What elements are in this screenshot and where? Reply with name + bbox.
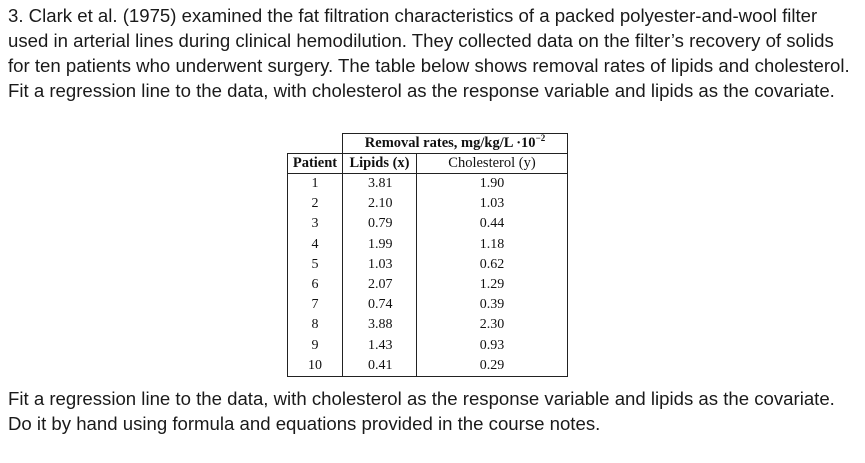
table-row [288,255,568,275]
table-row [288,295,568,315]
cell-patient: 10 [288,356,343,377]
group-header-label: Removal rates, mg/kg/L ·10 [364,135,536,151]
cell-lipids: 1.03 [343,255,417,275]
cell-patient: 9 [288,336,343,356]
cell-lipids: 0.79 [343,214,417,234]
cell-cholesterol: 1.18 [417,235,568,255]
cell-patient: 4 [288,235,343,255]
cell-cholesterol: 0.39 [417,295,568,315]
table-row [288,235,568,255]
cell-patient: 6 [288,275,343,295]
table-row [288,275,568,295]
cell-patient: 2 [288,194,343,214]
cell-lipids: 3.88 [343,315,417,335]
cell-lipids: 1.99 [343,235,417,255]
table-group-header-row [288,134,568,154]
cell-patient: 7 [288,295,343,315]
table-group-header [343,134,568,154]
group-header-exponent: −2 [535,133,546,144]
table-row [288,174,568,195]
cell-patient: 1 [288,174,343,195]
table-column-header-row [288,154,568,174]
cell-cholesterol: 0.44 [417,214,568,234]
column-header-patient: Patient [288,154,343,174]
cell-lipids: 1.43 [343,336,417,356]
question-text: 3. Clark et al. (1975) examined the fat filtration characteristics of a packed polyester-and-wool filter used in arterial lines during clinical hemodilution. They collected data on the filter’s recovery of solids for ten patients who underwent surgery. The table below shows removal rates of lipids and cholesterol. Fit a regression line to the data, with cholesterol as the response variable and lipids as the covariate. [8,5,850,101]
cell-cholesterol: 1.90 [417,174,568,195]
table-row [288,315,568,335]
cell-cholesterol: 0.93 [417,336,568,356]
instruction-text: Fit a regression line to the data, with cholesterol as the response variable and lipids as the covariate. Do it by hand using formula and equations provided in the course notes. [8,388,835,434]
cell-lipids: 2.10 [343,194,417,214]
column-header-lipids: Lipids (x) [343,154,417,174]
cell-cholesterol: 0.29 [417,356,568,377]
table-row [288,214,568,234]
cell-cholesterol: 2.30 [417,315,568,335]
cell-patient: 8 [288,315,343,335]
cell-patient: 3 [288,214,343,234]
cell-patient: 5 [288,255,343,275]
table-row [288,356,568,377]
cell-lipids: 2.07 [343,275,417,295]
data-table [287,133,568,377]
column-header-cholesterol: Cholesterol (y) [417,154,568,174]
cell-cholesterol: 1.29 [417,275,568,295]
cell-lipids: 0.41 [343,356,417,377]
table-corner-blank [288,134,343,154]
table-row [288,194,568,214]
table-row [288,336,568,356]
cell-cholesterol: 1.03 [417,194,568,214]
cell-lipids: 0.74 [343,295,417,315]
cell-cholesterol: 0.62 [417,255,568,275]
cell-lipids: 3.81 [343,174,417,195]
